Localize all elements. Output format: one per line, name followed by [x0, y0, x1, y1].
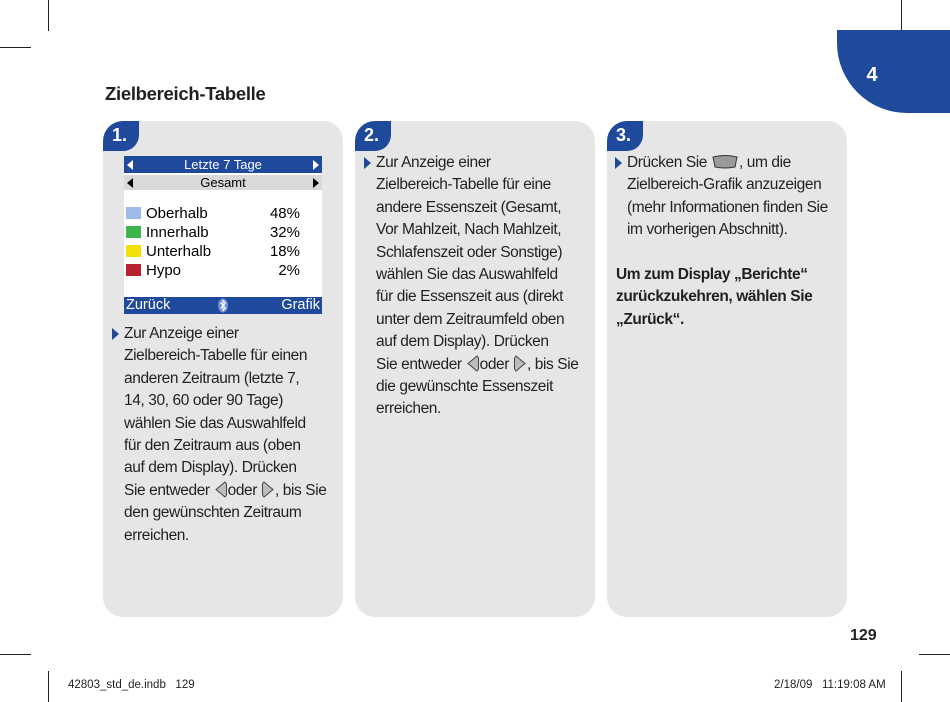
step-number: 2. — [364, 125, 380, 145]
period-label: Letzte 7 Tage — [184, 157, 262, 172]
left-arrow-button-icon — [466, 355, 480, 372]
range-row — [124, 204, 322, 223]
arrow-right-icon — [313, 178, 319, 188]
text-line: erreichen. — [124, 526, 189, 544]
page-title: Zielbereich-Tabelle — [105, 83, 266, 104]
text-line: Zur Anzeige einer — [376, 154, 491, 171]
step-badge — [103, 121, 139, 151]
crop-mark — [901, 671, 902, 702]
text-fragment: , bis Sie — [526, 355, 579, 373]
text-line: 14, 30, 60 oder 90 Tage) — [124, 392, 284, 410]
text-line: wählen Sie das Auswahlfeld — [376, 266, 558, 284]
crop-mark — [0, 47, 31, 48]
text-line: anderen Zeitraum (letzte 7, — [124, 369, 300, 387]
step3-instructions — [627, 152, 842, 242]
range-value: 18% — [269, 243, 300, 260]
text-fragment: , um die — [738, 154, 791, 171]
step-number: 3. — [616, 125, 632, 145]
text-line — [376, 354, 591, 376]
range-value: 32% — [269, 224, 300, 241]
right-arrow-button-icon — [261, 481, 275, 498]
range-label: Hypo — [146, 262, 182, 279]
bluetooth-icon — [217, 298, 229, 313]
text-line: für die Essenszeit aus (direkt — [376, 288, 564, 306]
arrow-left-icon — [127, 160, 133, 170]
range-value: 48% — [269, 205, 300, 222]
range-label: Innerhalb — [146, 224, 209, 241]
text-line: (mehr Informationen finden Sie — [627, 198, 828, 216]
arrow-left-icon — [127, 178, 133, 188]
graph-softkey[interactable]: Grafik — [281, 297, 320, 313]
range-label: Oberhalb — [146, 205, 208, 222]
text-line: im vorherigen Abschnitt). — [627, 221, 788, 239]
color-swatch — [126, 245, 141, 257]
text-line: auf dem Display). Drücken — [376, 333, 549, 351]
meal-time-selector[interactable] — [124, 175, 322, 190]
text-line — [124, 480, 336, 502]
text-line: andere Essenszeit (Gesamt, — [376, 198, 562, 216]
color-swatch — [126, 207, 141, 219]
bullet-triangle-icon — [112, 328, 119, 340]
bullet-triangle-icon — [615, 157, 622, 169]
text-fragment: oder — [479, 355, 513, 373]
text-fragment: Sie entweder — [124, 481, 214, 499]
text-fragment: Drücken Sie — [627, 154, 711, 171]
text-fragment: oder — [227, 481, 261, 499]
crop-mark — [48, 0, 49, 31]
text-fragment: Sie entweder — [376, 355, 466, 373]
step-number: 1. — [112, 125, 128, 145]
softkey-button-icon — [711, 154, 739, 170]
text-line: wählen Sie das Auswahlfeld — [124, 414, 306, 432]
crop-mark — [48, 671, 49, 702]
text-line: zurückzukehren, wählen Sie — [616, 288, 813, 306]
color-swatch — [126, 226, 141, 238]
text-line: Um zum Display „Berichte“ — [616, 266, 808, 283]
text-line: Zielbereich-Tabelle für einen — [124, 347, 308, 365]
step2-instructions — [376, 152, 591, 421]
back-softkey[interactable]: Zurück — [126, 297, 171, 313]
text-line: „Zurück“. — [616, 310, 684, 328]
crop-mark — [901, 0, 902, 31]
range-label: Unterhalb — [146, 243, 212, 260]
page-number: 129 — [850, 627, 877, 644]
text-line: Schlafenszeit oder Sonstige) — [376, 243, 563, 261]
color-swatch — [126, 264, 141, 276]
period-selector[interactable] — [124, 156, 322, 173]
step1-instructions — [124, 323, 336, 547]
range-row — [124, 261, 322, 280]
text-line: Zielbereich-Tabelle für eine — [376, 176, 551, 194]
arrow-right-icon — [313, 160, 319, 170]
text-line: erreichen. — [376, 400, 441, 418]
step-badge — [355, 121, 391, 151]
range-row — [124, 242, 322, 261]
crop-mark — [919, 654, 950, 655]
chapter-tab — [837, 30, 950, 113]
step3-return-note — [616, 264, 841, 331]
footer-filename: 42803_std_de.indb 129 — [68, 679, 195, 691]
text-line: für den Zeitraum aus (oben — [124, 437, 301, 455]
bullet-triangle-icon — [364, 157, 371, 169]
text-line — [627, 152, 842, 174]
chapter-number: 4 — [866, 64, 878, 86]
text-line: den gewünschten Zeitraum — [124, 504, 302, 522]
left-arrow-button-icon — [214, 481, 228, 498]
meal-time-label: Gesamt — [200, 175, 246, 190]
text-fragment: , bis Sie — [274, 481, 327, 499]
right-arrow-button-icon — [513, 355, 527, 372]
text-line: Vor Mahlzeit, Nach Mahlzeit, — [376, 221, 562, 239]
softkey-bar — [124, 297, 322, 314]
text-line: Zur Anzeige einer — [124, 325, 239, 342]
text-line: die gewünschte Essenszeit — [376, 378, 553, 396]
text-line: unter dem Zeitraumfeld oben — [376, 310, 565, 328]
device-display — [124, 156, 322, 314]
step-badge — [607, 121, 643, 151]
range-value: 2% — [278, 262, 300, 279]
footer-timestamp: 2/18/09 11:19:08 AM — [774, 679, 886, 691]
range-row — [124, 223, 322, 242]
text-line: auf dem Display). Drücken — [124, 459, 297, 477]
text-line: Zielbereich-Grafik anzuzeigen — [627, 176, 822, 194]
crop-mark — [0, 654, 31, 655]
